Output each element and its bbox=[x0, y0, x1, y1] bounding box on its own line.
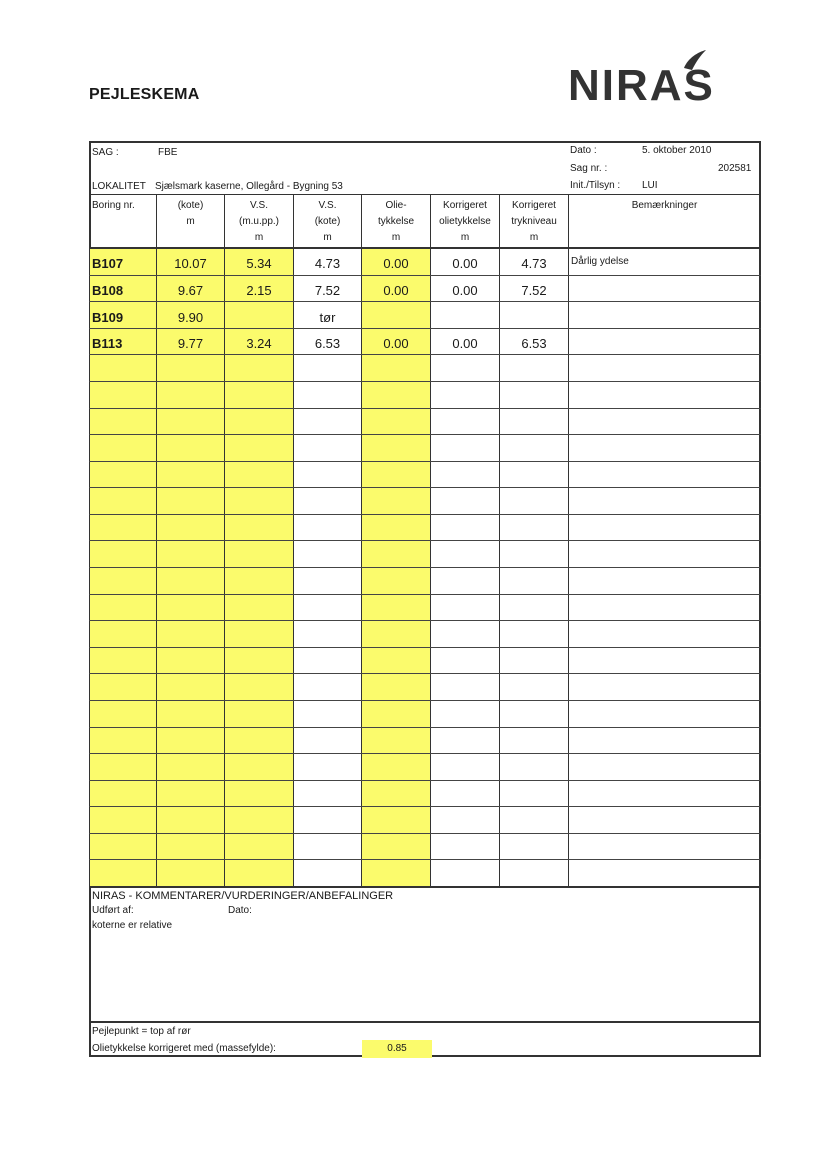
comments-dato-label: Dato: bbox=[228, 905, 252, 916]
row-boring: B109 bbox=[92, 310, 124, 325]
row-divider bbox=[89, 780, 761, 781]
logo-wordmark: NIRAS bbox=[568, 61, 715, 106]
row-divider bbox=[89, 487, 761, 488]
col-header-korr-olie: Korrigeret olietykkelse m bbox=[439, 200, 491, 243]
row-divider bbox=[89, 301, 761, 302]
comments-heading: NIRAS - KOMMENTARER/VURDERINGER/ANBEFALINGER bbox=[92, 890, 394, 902]
olietykkelse-label: Olietykkelse korrigeret med (massefylde): bbox=[92, 1043, 276, 1054]
row-kote: 9.90 bbox=[177, 310, 204, 325]
row-divider bbox=[89, 700, 761, 701]
massefylde-value: 0.85 bbox=[387, 1043, 407, 1054]
lokalitet-label: LOKALITET bbox=[92, 181, 146, 192]
col-header-bemaerkninger: Bemærkninger bbox=[631, 200, 698, 211]
col-header-kote: (kote) m bbox=[177, 200, 204, 227]
row-korr-olie: 0.00 bbox=[452, 256, 478, 271]
row-vs-mupp: 3.24 bbox=[246, 336, 272, 351]
row-vs-kote: 7.52 bbox=[314, 283, 341, 298]
dato-label: Dato : bbox=[570, 145, 597, 156]
lokalitet-value: Sjælsmark kaserne, Ollegård - Bygning 53 bbox=[155, 181, 343, 192]
row-divider bbox=[89, 673, 761, 674]
document-title: PEJLESKEMA bbox=[89, 86, 200, 103]
row-divider bbox=[89, 833, 761, 834]
col-header-korr-tryk: Korrigeret trykniveau m bbox=[511, 200, 557, 243]
sag-label: SAG : bbox=[92, 147, 119, 158]
sag-value: FBE bbox=[158, 147, 178, 158]
row-divider bbox=[89, 328, 761, 329]
row-divider bbox=[89, 594, 761, 595]
row-boring: B108 bbox=[92, 283, 124, 298]
row-olie: 0.00 bbox=[383, 283, 409, 298]
row-divider bbox=[89, 514, 761, 515]
row-korr-olie: 0.00 bbox=[452, 336, 478, 351]
row-korr-olie: 0.00 bbox=[452, 283, 478, 298]
init-value: LUI bbox=[642, 180, 658, 191]
col-header-vs-kote: V.S. (kote) m bbox=[314, 200, 341, 243]
row-divider bbox=[89, 354, 761, 355]
row-divider bbox=[89, 567, 761, 568]
row-divider bbox=[89, 408, 761, 409]
row-divider bbox=[89, 806, 761, 807]
niras-logo bbox=[566, 50, 756, 106]
row-vs-kote: 6.53 bbox=[314, 336, 341, 351]
row-divider bbox=[89, 647, 761, 648]
row-divider bbox=[89, 727, 761, 728]
col-header-vs-mupp: V.S. (m.u.pp.) m bbox=[238, 200, 279, 243]
row-korr-tryk: 6.53 bbox=[521, 336, 547, 351]
row-boring: B107 bbox=[92, 256, 124, 271]
row-divider bbox=[89, 275, 761, 276]
row-divider bbox=[89, 381, 761, 382]
row-vs-mupp: 5.34 bbox=[246, 256, 272, 271]
sagnr-label: Sag nr. : bbox=[570, 163, 608, 174]
comments-note: koterne er relative bbox=[92, 920, 173, 931]
row-kote: 9.67 bbox=[177, 283, 204, 298]
row-vs-kote: tør bbox=[319, 310, 336, 325]
row-korr-tryk: 4.73 bbox=[521, 256, 547, 271]
row-divider bbox=[89, 859, 761, 860]
row-divider bbox=[89, 753, 761, 754]
row-divider bbox=[89, 620, 761, 621]
row-olie: 0.00 bbox=[383, 336, 409, 351]
col-header-olie: Olie- tykkelse m bbox=[377, 200, 415, 243]
dato-value: 5. oktober 2010 bbox=[642, 145, 712, 156]
pejlepunkt-note: Pejlepunkt = top af rør bbox=[92, 1026, 191, 1037]
row-olie: 0.00 bbox=[383, 256, 409, 271]
sagnr-value: 202581 bbox=[718, 163, 752, 174]
row-kote: 10.07 bbox=[174, 256, 207, 271]
row-korr-tryk: 7.52 bbox=[521, 283, 547, 298]
init-label: Init./Tilsyn : bbox=[570, 180, 621, 191]
col-header-boring: Boring nr. bbox=[92, 200, 135, 211]
row-kote: 9.77 bbox=[177, 336, 204, 351]
row-vs-kote: 4.73 bbox=[314, 256, 341, 271]
row-divider bbox=[89, 540, 761, 541]
row-divider bbox=[89, 434, 761, 435]
row-boring: B113 bbox=[92, 336, 123, 351]
row-bemaerkning: Dårlig ydelse bbox=[571, 256, 629, 267]
row-divider bbox=[89, 461, 761, 462]
row-vs-mupp: 2.15 bbox=[246, 283, 272, 298]
udfort-label: Udført af: bbox=[92, 905, 134, 916]
